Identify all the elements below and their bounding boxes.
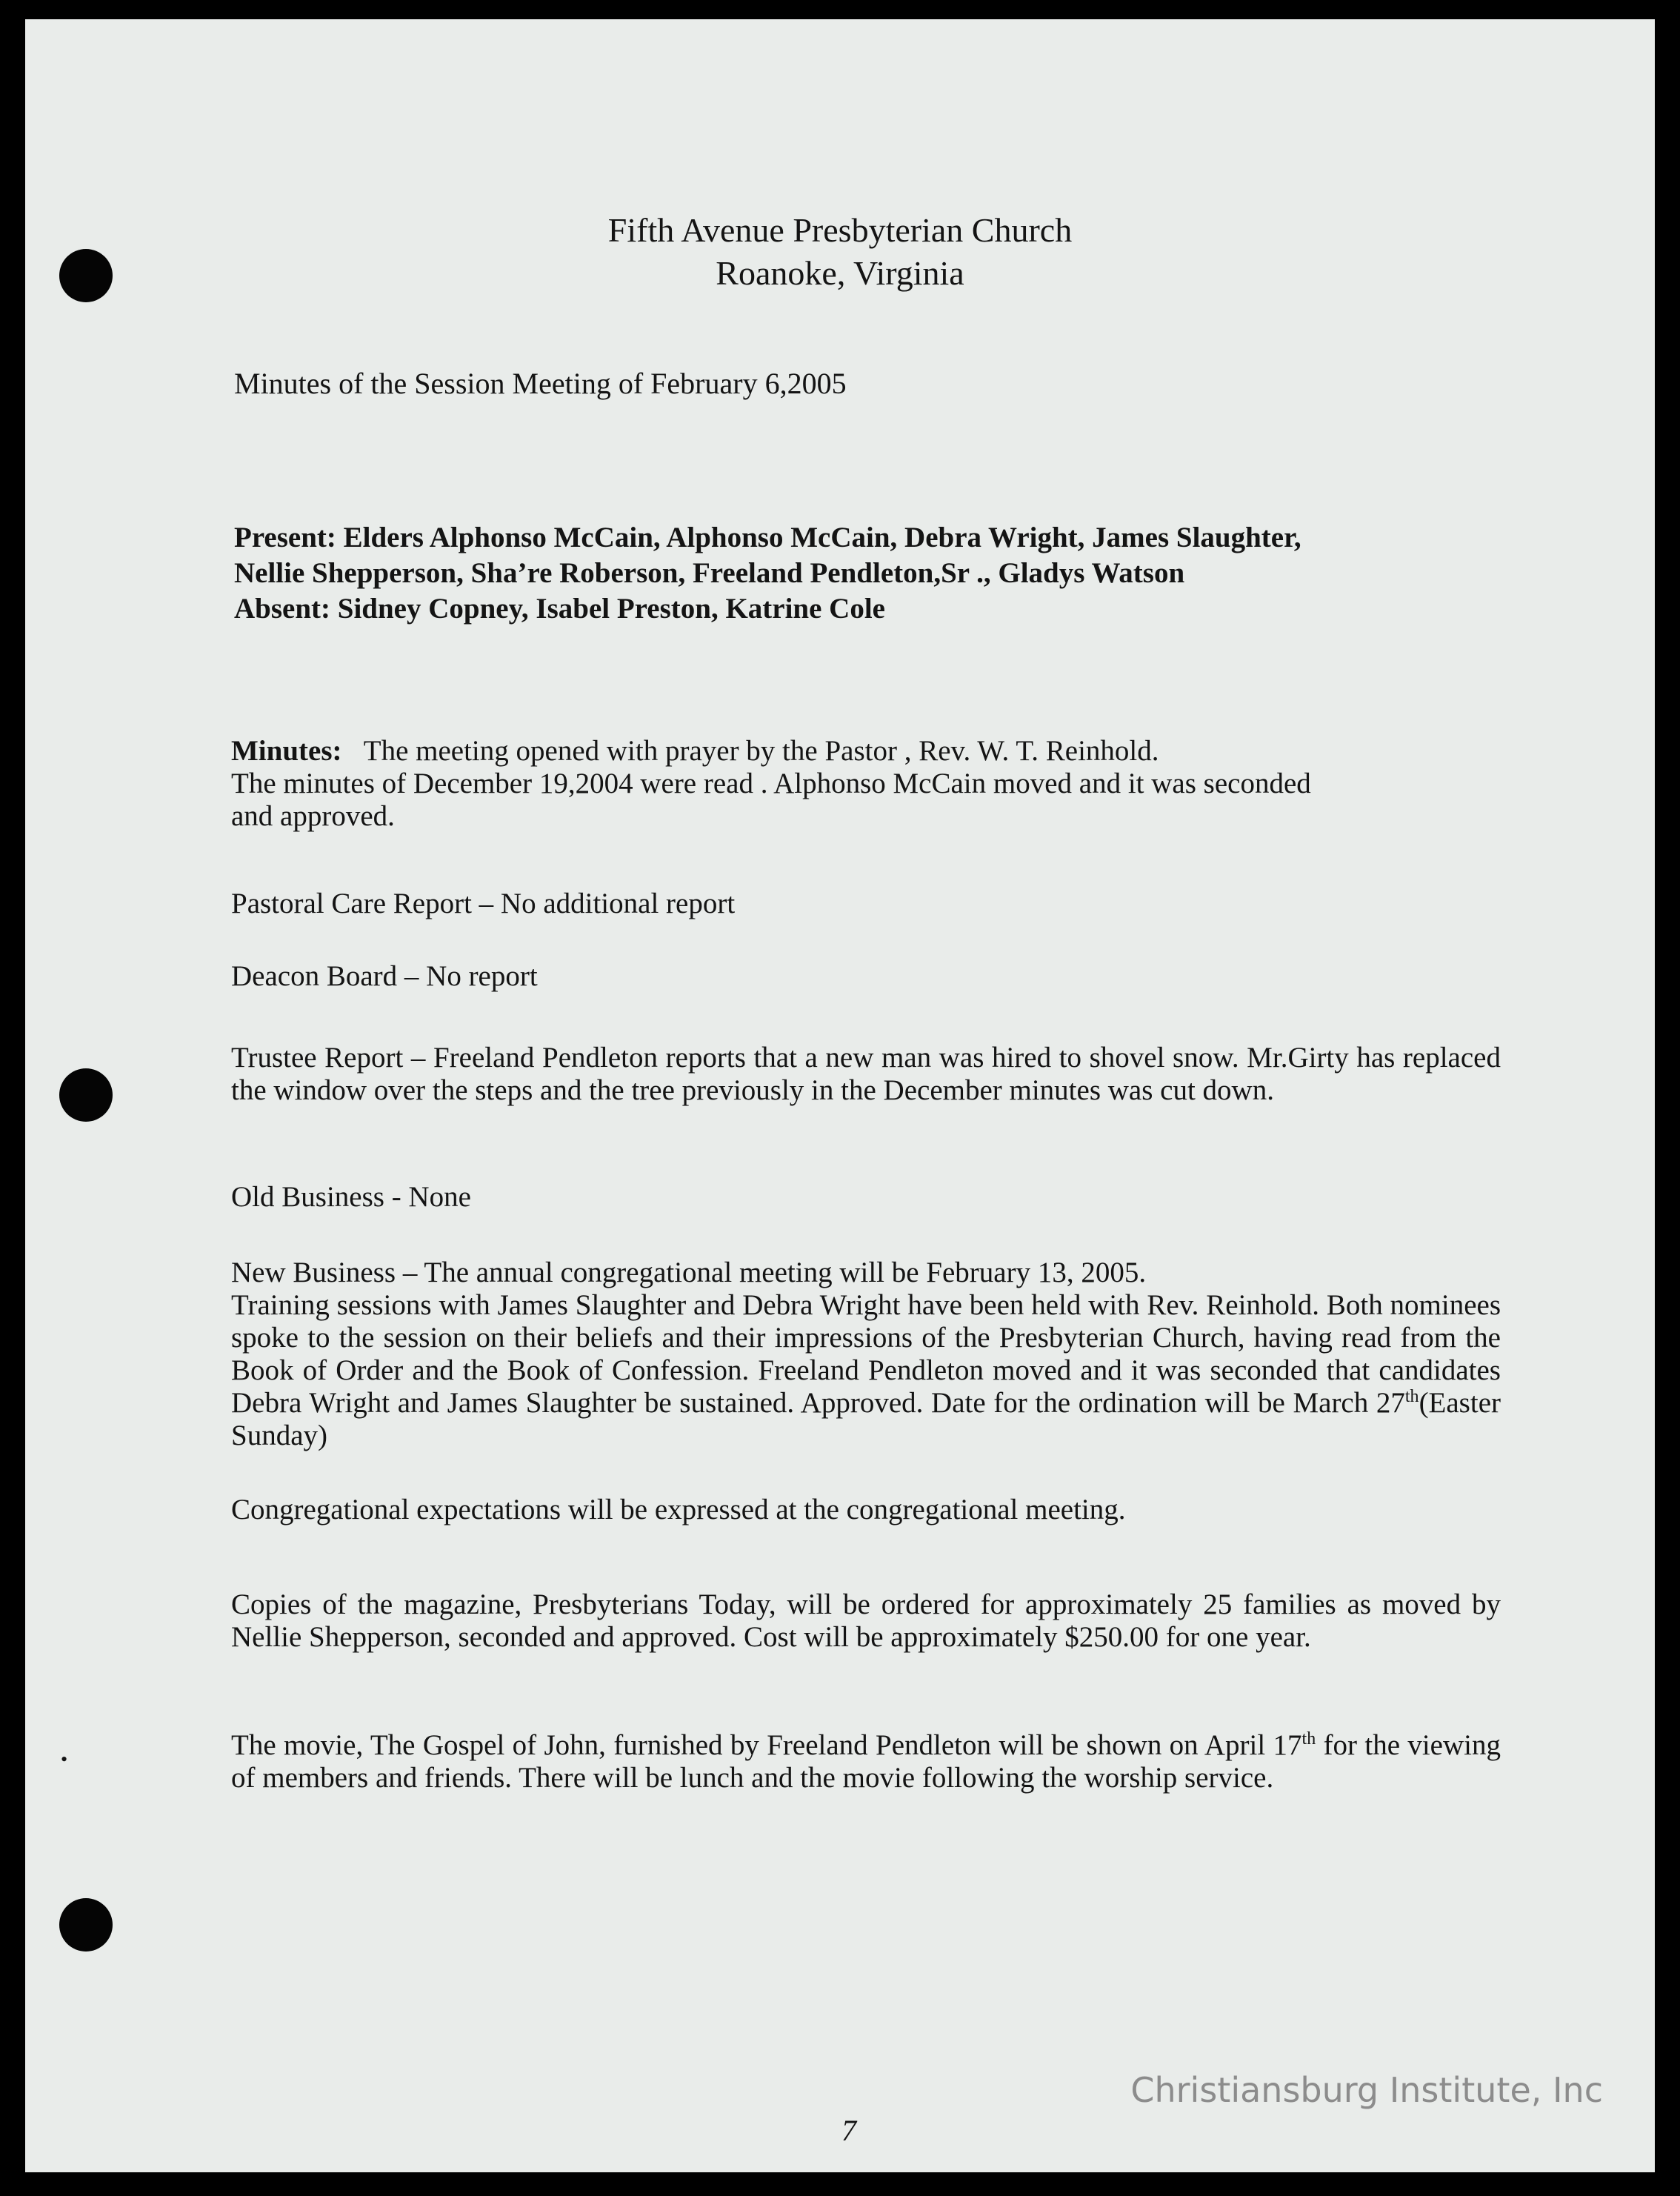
minutes-first-line [231, 735, 1311, 768]
new-business-text: Training sessions with James Slaughter and Debra Wright have been held with Rev. Reinhold. Both nominees spoke to the session on their beliefs and their impressions of the Presbyterian Church, having read from the Book of Order and the Book of Confession. Freeland Pendleton moved and it was seconded that candidates Debra Wright and James Slaughter be sustained. Approved. Date for the ordination will be March 27 [231, 1289, 1501, 1419]
minutes-label: Minutes: [231, 735, 342, 767]
movie-paragraph [231, 1729, 1501, 1794]
absent-line: Absent: Sidney Copney, Isabel Preston, Katrine Cole [234, 593, 885, 625]
paper-mark: • [61, 1749, 68, 1770]
church-location: Roanoke, Virginia [716, 254, 964, 292]
new-business-line-1: New Business – The annual congregational meeting will be February 13, 2005. [231, 1257, 1147, 1288]
congregational-expectations: Congregational expectations will be expressed at the congregational meeting. [231, 1494, 1126, 1525]
old-business: Old Business - None [231, 1181, 471, 1213]
ordinal-suffix: th [1301, 1729, 1316, 1749]
new-business-end: (Easter Sunday) [231, 1387, 1501, 1451]
attendance-block [234, 520, 1301, 627]
minutes-line-3: and approved. [231, 800, 395, 832]
binder-hole [59, 1068, 113, 1122]
document-page [25, 19, 1655, 2172]
magazine-paragraph: Copies of the magazine, Presbyterians Today, will be ordered for approximately 25 families as moved by Nellie Shepperson, seconded and approved. Cost will be approximately $250.00 for one year. [231, 1588, 1501, 1653]
new-business [231, 1257, 1501, 1452]
ordinal-suffix: th [1404, 1387, 1419, 1406]
meeting-title: Minutes of the Session Meeting of February 6,2005 [234, 367, 847, 400]
minutes-paragraph [231, 735, 1311, 833]
deacon-board-report: Deacon Board – No report [231, 960, 538, 992]
pastoral-care-report: Pastoral Care Report – No additional report [231, 888, 736, 919]
trustee-report: Trustee Report – Freeland Pendleton reports that a new man was hired to shovel snow. Mr.Girty has replaced the window over the steps and the tree previously in the December minutes was cut down. [231, 1042, 1501, 1106]
minutes-line-1: The meeting opened with prayer by the Pastor , Rev. W. T. Reinhold. [363, 735, 1159, 767]
new-business-body [231, 1289, 1501, 1452]
binder-hole [59, 1898, 113, 1952]
present-line-2: Nellie Shepperson, Sha’re Roberson, Freeland Pendleton,Sr ., Gladys Watson [234, 557, 1185, 589]
church-name: Fifth Avenue Presbyterian Church [607, 211, 1073, 249]
minutes-line-2: The minutes of December 19,2004 were read . Alphonso McCain moved and it was seconded [231, 768, 1311, 799]
page-number: 7 [841, 2114, 856, 2147]
present-line-1: Present: Elders Alphonso McCain, Alphonso McCain, Debra Wright, James Slaughter, [234, 522, 1301, 553]
movie-text-end: for the viewing of members and friends. There will be lunch and the movie following the worship service. [231, 1729, 1501, 1794]
watermark-text: Christiansburg Institute, Inc [1130, 2070, 1603, 2110]
movie-text-start: The movie, The Gospel of John, furnished by Freeland Pendleton will be shown on April 17 [231, 1729, 1302, 1761]
